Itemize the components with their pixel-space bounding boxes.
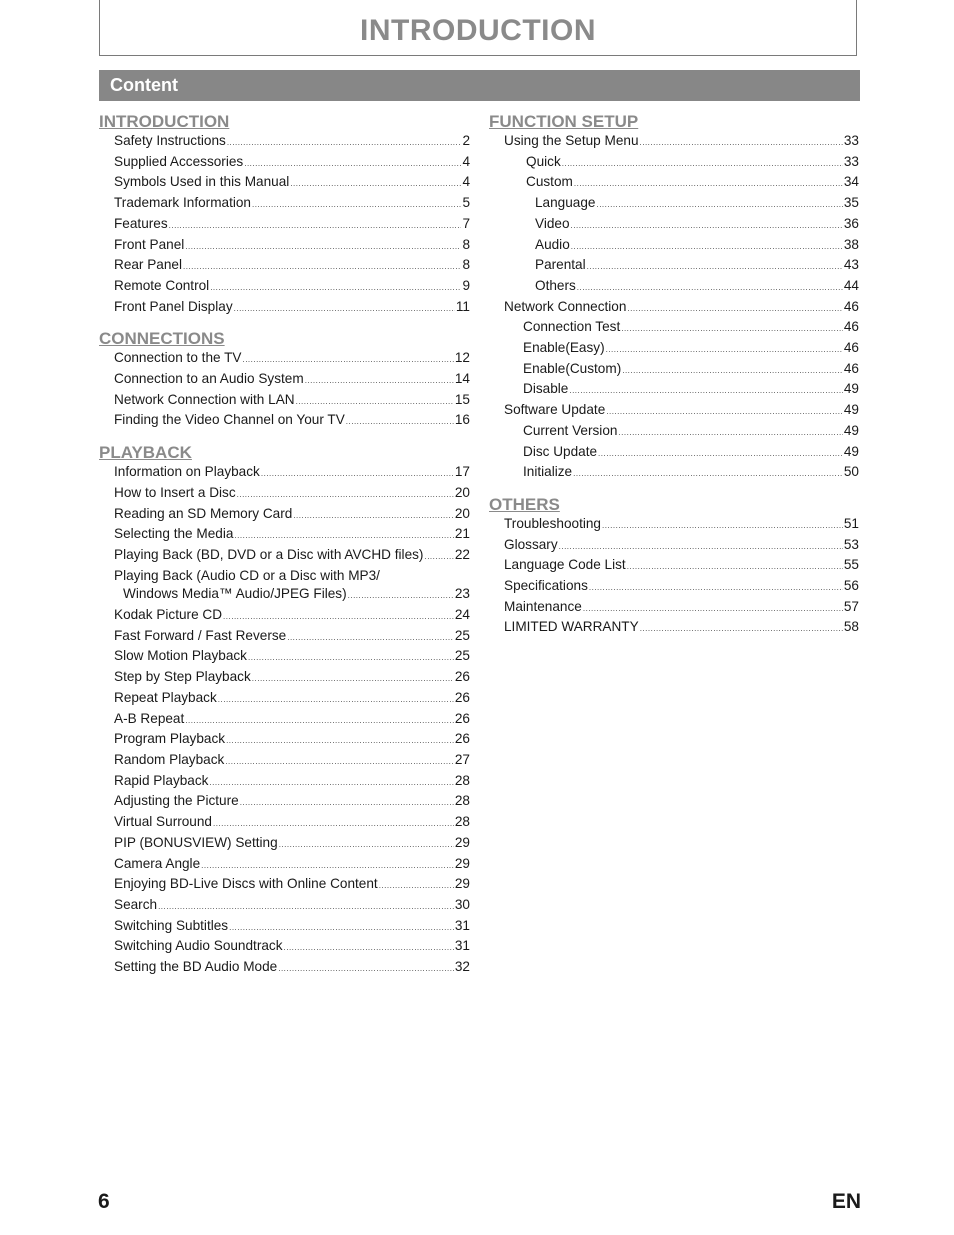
- dot-leader: [559, 538, 843, 557]
- toc-entry-label: Language: [535, 195, 596, 211]
- toc-entry-page: 27: [454, 751, 470, 767]
- toc-entry-page: 14: [454, 371, 470, 387]
- toc-entry-label: A-B Repeat: [114, 710, 185, 726]
- toc-entry[interactable]: [99, 215, 470, 236]
- dot-leader: [244, 155, 461, 174]
- toc-entry-page: 26: [454, 710, 470, 726]
- toc-section-function-setup: [489, 111, 859, 484]
- toc-entry-page: 29: [454, 876, 470, 892]
- toc-entry[interactable]: [489, 173, 859, 194]
- section-title[interactable]: CONNECTIONS: [99, 329, 225, 349]
- toc-entry[interactable]: [99, 710, 470, 731]
- toc-entry[interactable]: [489, 132, 859, 153]
- toc-entry[interactable]: [99, 370, 470, 391]
- dot-leader: [290, 175, 461, 194]
- dot-leader: [223, 608, 454, 627]
- dot-leader: [240, 794, 454, 813]
- dot-leader: [621, 320, 843, 339]
- toc-entry[interactable]: [99, 298, 470, 319]
- toc-entry[interactable]: [489, 463, 859, 484]
- dot-leader: [169, 217, 462, 236]
- toc-entry-label: Current Version: [523, 422, 618, 438]
- toc-entry[interactable]: [99, 896, 470, 917]
- toc-entry-page: 28: [454, 772, 470, 788]
- dot-leader: [598, 445, 843, 464]
- toc-entry[interactable]: [99, 917, 470, 938]
- toc-entry-page: 29: [454, 855, 470, 871]
- toc-entry-label: Glossary: [504, 536, 558, 552]
- section-title[interactable]: PLAYBACK: [99, 443, 192, 463]
- dot-leader: [210, 279, 461, 298]
- dot-leader: [158, 898, 454, 917]
- toc-entry[interactable]: [99, 875, 470, 896]
- toc-entry[interactable]: [99, 525, 470, 546]
- toc-entry[interactable]: [99, 689, 470, 710]
- dot-leader: [248, 649, 454, 668]
- toc-entry-page: 2: [462, 133, 470, 148]
- toc-entry-page: 23: [454, 586, 470, 602]
- toc-entry-page: 30: [454, 896, 470, 912]
- dot-leader: [252, 670, 454, 689]
- toc-entry[interactable]: [99, 937, 470, 958]
- dot-leader: [218, 691, 454, 710]
- toc-entry-page: 28: [454, 793, 470, 809]
- dot-leader: [571, 238, 843, 257]
- toc-entry-page: 20: [454, 484, 470, 500]
- toc-entry-page: 38: [843, 236, 859, 252]
- toc-entry-page: 8: [462, 257, 470, 273]
- dot-leader: [287, 629, 454, 648]
- toc-entry[interactable]: [489, 277, 859, 298]
- toc-entry-label: Enable(Custom): [523, 360, 622, 376]
- toc-entry-label: Software Update: [504, 402, 606, 418]
- dot-leader: [622, 362, 843, 381]
- toc-entry-page: 20: [454, 505, 470, 521]
- dot-leader: [618, 424, 842, 443]
- toc-entry-label: Connection Test: [523, 319, 621, 335]
- toc-entry-label: Network Connection with LAN: [114, 391, 295, 407]
- dot-leader: [227, 134, 462, 153]
- toc-entry-page: 28: [454, 814, 470, 830]
- toc-entry[interactable]: [99, 606, 470, 627]
- page-header: [99, 0, 857, 56]
- toc-entry-label: Information on Playback: [114, 464, 260, 480]
- toc-entry[interactable]: [99, 834, 470, 855]
- toc-entry-page: 21: [454, 526, 470, 542]
- toc-entry-label: Troubleshooting: [504, 515, 601, 531]
- dot-leader: [185, 238, 461, 257]
- toc-entry-label: Video: [535, 215, 570, 231]
- toc-entry-label: Others: [535, 277, 576, 293]
- toc-entry[interactable]: [99, 730, 470, 751]
- dot-leader: [596, 196, 842, 215]
- toc-entry-page: 5: [462, 195, 470, 211]
- toc-right-column: [489, 111, 859, 649]
- toc-entry-page: 46: [843, 298, 859, 314]
- toc-entry-label: Search: [114, 896, 158, 912]
- toc-entry-label: Remote Control: [114, 277, 210, 293]
- toc-section-playback: [99, 442, 470, 979]
- toc-entry-page: 26: [454, 669, 470, 685]
- toc-entry-page: 31: [454, 917, 470, 933]
- toc-entry[interactable]: [489, 380, 859, 401]
- dot-leader: [587, 258, 843, 277]
- content-section-bar: Content: [99, 70, 860, 101]
- toc-entry-label: Symbols Used in this Manual: [114, 174, 290, 190]
- toc-entry-page: 26: [454, 689, 470, 705]
- toc-entry-page: 4: [462, 174, 470, 190]
- toc-entry-page: 43: [843, 257, 859, 273]
- toc-entry-label: Connection to an Audio System: [114, 371, 304, 387]
- toc-entry[interactable]: [99, 751, 470, 772]
- dot-leader: [242, 351, 453, 370]
- toc-entry-label: Disc Update: [523, 443, 598, 459]
- section-title[interactable]: FUNCTION SETUP: [489, 112, 639, 131]
- dot-leader: [305, 372, 454, 391]
- toc-entry-label: Features: [114, 215, 168, 231]
- toc-entry-label: Repeat Playback: [114, 689, 217, 705]
- toc-entry[interactable]: [489, 298, 859, 319]
- dot-leader: [571, 217, 843, 236]
- toc-entry[interactable]: [99, 349, 470, 370]
- toc-entry[interactable]: [489, 577, 859, 598]
- toc-entry-page: 15: [454, 391, 470, 407]
- dot-leader: [574, 175, 843, 194]
- toc-entry-label: Parental: [535, 257, 586, 273]
- dot-leader: [640, 620, 843, 639]
- toc-entry-page: 46: [843, 360, 859, 376]
- toc-entry-label: Fast Forward / Fast Reverse: [114, 627, 287, 643]
- dot-leader: [589, 579, 843, 598]
- toc-entry-page: 50: [843, 464, 859, 480]
- toc-entry[interactable]: [489, 236, 859, 257]
- page-number: 6: [98, 1190, 110, 1213]
- toc-entry[interactable]: [489, 422, 859, 443]
- toc-entry-label: Using the Setup Menu: [504, 133, 639, 148]
- toc-entry[interactable]: [99, 484, 470, 505]
- toc-entry-page: 55: [843, 557, 859, 573]
- dot-leader: [562, 155, 843, 174]
- dot-leader: [229, 919, 454, 938]
- dot-leader: [237, 486, 454, 505]
- toc-entry-label: Selecting the Media: [114, 526, 234, 542]
- toc-entry-label: Quick: [526, 153, 561, 169]
- toc-entry[interactable]: [99, 567, 470, 606]
- toc-entry[interactable]: [99, 391, 470, 412]
- dot-leader: [640, 134, 843, 153]
- toc-entry-label: Setting the BD Audio Mode: [114, 959, 278, 975]
- toc-entry-page: 53: [843, 536, 859, 552]
- dot-leader: [583, 600, 843, 619]
- toc-entry-label: Language Code List: [504, 557, 626, 573]
- toc-entry[interactable]: [99, 173, 470, 194]
- dot-leader: [252, 196, 461, 215]
- toc-left-column: [99, 111, 470, 989]
- dot-leader: [213, 815, 454, 834]
- toc-entry-label: Kodak Picture CD: [114, 607, 223, 623]
- toc-entry[interactable]: [99, 772, 470, 793]
- toc-section-connections: [99, 328, 470, 432]
- section-title[interactable]: OTHERS: [489, 494, 560, 514]
- dot-leader: [261, 465, 454, 484]
- toc-section-introduction: [99, 111, 470, 318]
- dot-leader: [278, 960, 454, 979]
- toc-entry[interactable]: [99, 153, 470, 174]
- toc-entry[interactable]: [99, 958, 470, 979]
- toc-entry-page: 49: [843, 422, 859, 438]
- toc-entry-label: Playing Back (BD, DVD or a Disc with AVCHD files): [114, 546, 424, 562]
- dot-leader: [279, 836, 454, 855]
- toc-entry-label: Supplied Accessories: [114, 153, 244, 169]
- toc-entry-label: How to Insert a Disc: [114, 484, 236, 500]
- toc-entry-page: 12: [454, 350, 470, 366]
- toc-entry[interactable]: [489, 401, 859, 422]
- toc-entry-page: 33: [843, 153, 859, 169]
- toc-entry[interactable]: [99, 647, 470, 668]
- toc-entry-label: Enable(Easy): [523, 340, 605, 356]
- toc-entry-page: 11: [455, 298, 470, 314]
- toc-entry[interactable]: [489, 536, 859, 557]
- dot-leader: [201, 857, 454, 876]
- dot-leader: [424, 548, 453, 567]
- toc-entry-page: 16: [454, 412, 470, 428]
- toc-entry-page: 7: [462, 215, 470, 231]
- toc-entry-label: Camera Angle: [114, 855, 201, 871]
- toc-entry[interactable]: [489, 153, 859, 174]
- toc-entry-page: 32: [454, 959, 470, 975]
- dot-leader: [284, 939, 454, 958]
- toc-entry-page: 46: [843, 340, 859, 356]
- toc-entry-label: Switching Subtitles: [114, 917, 229, 933]
- toc-entry-page: 4: [462, 153, 470, 169]
- toc-entry-label: Playing Back (Audio CD or a Disc with MP3/: [114, 567, 380, 583]
- toc-entry-page: 58: [843, 619, 859, 635]
- dot-leader: [226, 732, 454, 751]
- section-title[interactable]: INTRODUCTION: [99, 112, 230, 131]
- toc-entry-label: Adjusting the Picture: [114, 793, 239, 809]
- toc-entry-label: Audio: [535, 236, 570, 252]
- toc-entry-label: Slow Motion Playback: [114, 648, 247, 664]
- toc-entry-page: 51: [843, 515, 859, 531]
- toc-entry-page: 56: [843, 578, 859, 594]
- toc-section-others: [489, 494, 859, 639]
- dot-leader: [379, 877, 454, 896]
- toc-entry[interactable]: [99, 668, 470, 689]
- toc-entry-page: 24: [454, 607, 470, 623]
- toc-entry-page: 36: [843, 215, 859, 231]
- toc-entry-label: Connection to the TV: [114, 350, 242, 366]
- toc-entry-label: Random Playback: [114, 751, 225, 767]
- language-code: EN: [831, 1190, 861, 1213]
- toc-entry-label: Rear Panel: [114, 257, 183, 273]
- dot-leader: [606, 403, 843, 422]
- toc-entry-page: 25: [454, 648, 470, 664]
- toc-entry[interactable]: [99, 132, 470, 153]
- dot-leader: [569, 382, 843, 401]
- toc-entry-page: 46: [843, 319, 859, 335]
- toc-entry-label: Safety Instructions: [114, 133, 226, 148]
- toc-entry-label: Maintenance: [504, 598, 582, 614]
- toc-entry-label: Initialize: [523, 464, 573, 480]
- toc-entry-page: 17: [454, 464, 470, 480]
- dot-leader: [577, 279, 843, 298]
- toc-entry-page: 49: [843, 402, 859, 418]
- dot-leader: [185, 712, 454, 731]
- toc-entry-page: 35: [843, 195, 859, 211]
- toc-entry-page: 34: [843, 174, 859, 190]
- toc-entry-label: Trademark Information: [114, 195, 251, 211]
- dot-leader: [602, 517, 843, 536]
- toc-entry[interactable]: [99, 546, 470, 567]
- toc-entry[interactable]: [489, 256, 859, 277]
- toc-entry[interactable]: [99, 194, 470, 215]
- toc-entry[interactable]: [489, 598, 859, 619]
- toc-entry[interactable]: [99, 411, 470, 432]
- toc-entry[interactable]: [489, 360, 859, 381]
- page-title: INTRODUCTION: [360, 14, 596, 47]
- toc-entry-label: Rapid Playback: [114, 772, 209, 788]
- toc-entry[interactable]: [489, 443, 859, 464]
- toc-entry-page: 8: [462, 236, 470, 252]
- toc-entry[interactable]: [99, 256, 470, 277]
- toc-entry-label: Finding the Video Channel on Your TV: [114, 412, 345, 428]
- toc-entry[interactable]: [99, 236, 470, 257]
- toc-entry[interactable]: [99, 855, 470, 876]
- toc-entry-label: LIMITED WARRANTY: [504, 619, 639, 635]
- toc-entry-page: 33: [843, 133, 859, 148]
- toc-entry-label: Switching Audio Soundtrack: [114, 938, 283, 954]
- toc-entry-page: 31: [454, 938, 470, 954]
- toc-entry-label-continued: Windows Media™ Audio/JPEG Files): [123, 586, 347, 602]
- toc-entry-label: Reading an SD Memory Card: [114, 505, 293, 521]
- toc-entry[interactable]: [489, 194, 859, 215]
- dot-leader: [293, 507, 454, 526]
- dot-leader: [225, 753, 454, 772]
- toc-entry-label: Step by Step Playback: [114, 669, 251, 685]
- toc-entry-page: 44: [843, 277, 859, 293]
- dot-leader: [209, 774, 453, 793]
- toc-entry-page: 49: [843, 381, 859, 397]
- toc-entry-label: Virtual Surround: [114, 814, 212, 830]
- toc-entry-label: Front Panel: [114, 236, 185, 252]
- dot-leader: [234, 527, 453, 546]
- toc-entry[interactable]: [489, 318, 859, 339]
- toc-entry[interactable]: [489, 339, 859, 360]
- toc-entry[interactable]: [489, 515, 859, 536]
- toc-entry-label: PIP (BONUSVIEW) Setting: [114, 834, 278, 850]
- dot-leader: [627, 300, 842, 319]
- dot-leader: [606, 341, 843, 360]
- dot-leader: [183, 258, 461, 277]
- toc-entry[interactable]: [99, 277, 470, 298]
- toc-entry-label: Network Connection: [504, 298, 627, 314]
- toc-entry-label: Disable: [523, 381, 569, 397]
- toc-entry-label: Front Panel Display: [114, 298, 233, 314]
- toc-entry-page: 26: [454, 731, 470, 747]
- toc-entry-page: 29: [454, 834, 470, 850]
- toc-entry-label: Custom: [526, 174, 573, 190]
- toc-entry[interactable]: [99, 792, 470, 813]
- toc-entry-page: 9: [462, 277, 470, 293]
- toc-entry[interactable]: [489, 618, 859, 639]
- toc-entry-page: 22: [454, 546, 470, 562]
- dot-leader: [296, 393, 454, 412]
- dot-leader: [627, 558, 843, 577]
- toc-entry[interactable]: [99, 463, 470, 484]
- toc-entry[interactable]: [99, 813, 470, 834]
- toc-entry[interactable]: [99, 505, 470, 526]
- dot-leader: [348, 587, 454, 606]
- toc-entry-page: 49: [843, 443, 859, 459]
- toc-entry-page: 57: [843, 598, 859, 614]
- toc-entry-page: 25: [454, 627, 470, 643]
- dot-leader: [573, 465, 843, 484]
- dot-leader: [234, 300, 455, 319]
- toc-entry[interactable]: [489, 556, 859, 577]
- toc-entry[interactable]: [489, 215, 859, 236]
- toc-entry-label: Program Playback: [114, 731, 226, 747]
- toc-entry-label: Specifications: [504, 578, 588, 594]
- dot-leader: [346, 413, 454, 432]
- toc-entry[interactable]: [99, 627, 470, 648]
- toc-entry-label: Enjoying BD-Live Discs with Online Content: [114, 876, 378, 892]
